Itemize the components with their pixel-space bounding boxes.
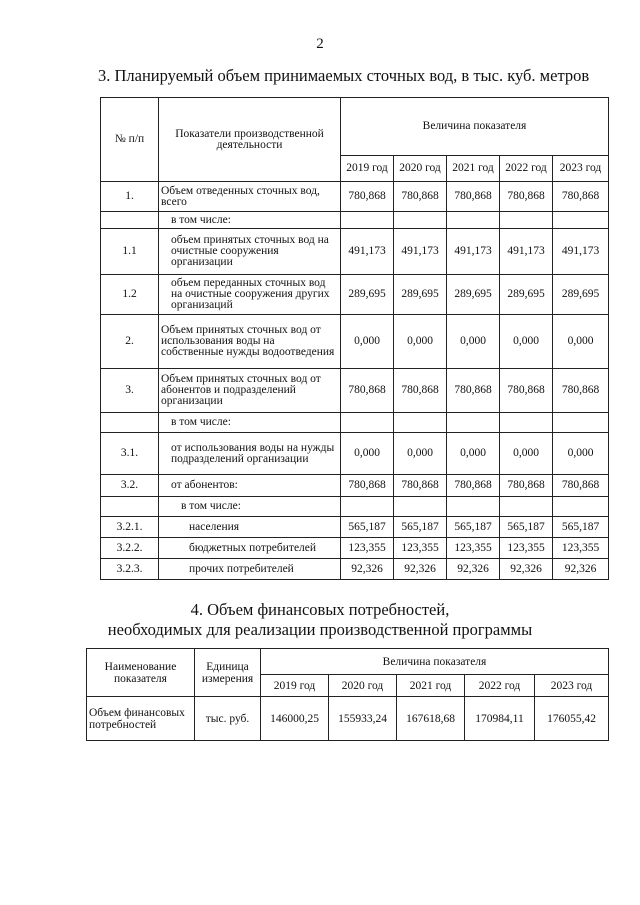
row-value: 289,695 (500, 275, 553, 315)
section-4-title-line2: необходимых для реализации производственной программы (107, 620, 533, 639)
table-row (101, 369, 609, 413)
row-label: Объем принятых сточных вод от использования воды на собственные нужды водоотведения (159, 315, 341, 369)
row-value (447, 413, 500, 433)
row-value: 780,868 (447, 182, 500, 212)
row-value: 780,868 (394, 182, 447, 212)
row-value (341, 413, 394, 433)
section-4-title (0, 600, 640, 640)
row-value: 155933,24 (329, 697, 397, 741)
row-value: 565,187 (341, 517, 394, 538)
row-label: населения (159, 517, 341, 538)
page-number: 2 (316, 36, 324, 52)
row-value (447, 212, 500, 229)
row-value: 0,000 (500, 315, 553, 369)
row-num: 3.2. (101, 475, 159, 497)
row-value: 0,000 (447, 315, 500, 369)
row-value: 780,868 (500, 475, 553, 497)
row-value: 0,000 (553, 315, 609, 369)
row-value (500, 497, 553, 517)
header-num: № п/п (101, 98, 159, 182)
header-value-group: Величина показателя (341, 98, 609, 156)
row-num: 3.2.2. (101, 538, 159, 559)
header-year: 2023 год (535, 675, 609, 697)
header-value-group: Величина показателя (261, 649, 609, 675)
row-value: 289,695 (341, 275, 394, 315)
row-label: бюджетных потребителей (159, 538, 341, 559)
row-value (447, 497, 500, 517)
row-value (553, 413, 609, 433)
table-row (101, 559, 609, 580)
row-label: в том числе: (159, 212, 341, 229)
row-num (101, 497, 159, 517)
row-label: Объем отведенных сточных вод, всего (159, 182, 341, 212)
row-value: 289,695 (553, 275, 609, 315)
table-row (101, 413, 609, 433)
row-label: Объем принятых сточных вод от абонентов и подразделений организации (159, 369, 341, 413)
row-value: 123,355 (500, 538, 553, 559)
row-value: 289,695 (394, 275, 447, 315)
table-row (101, 475, 609, 497)
row-label: в том числе: (159, 413, 341, 433)
table-row (101, 433, 609, 475)
header-year: 2021 год (447, 156, 500, 182)
section-4-title-line1: 4. Объем финансовых потребностей, (190, 600, 450, 619)
row-value: 123,355 (394, 538, 447, 559)
table-row (101, 229, 609, 275)
row-value: 491,173 (394, 229, 447, 275)
row-label: прочих потребителей (159, 559, 341, 580)
row-value: 123,355 (553, 538, 609, 559)
row-value: 0,000 (553, 433, 609, 475)
header-year: 2019 год (261, 675, 329, 697)
row-value: 491,173 (553, 229, 609, 275)
row-value (394, 497, 447, 517)
row-value: 780,868 (447, 475, 500, 497)
row-value (500, 212, 553, 229)
row-label: от использования воды на нужды подразделений организации (159, 433, 341, 475)
row-label: объем переданных сточных вод на очистные сооружения других организаций (159, 275, 341, 315)
row-label: объем принятых сточных вод на очистные сооружения организации (159, 229, 341, 275)
row-value: 92,326 (447, 559, 500, 580)
row-value (341, 212, 394, 229)
row-value (553, 497, 609, 517)
row-value: 565,187 (553, 517, 609, 538)
row-value (500, 413, 553, 433)
row-value: 565,187 (500, 517, 553, 538)
table-row (101, 315, 609, 369)
row-num: 1. (101, 182, 159, 212)
table-row (101, 497, 609, 517)
header-unit: Единица измерения (195, 649, 261, 697)
row-value: 92,326 (500, 559, 553, 580)
header-year: 2022 год (500, 156, 553, 182)
table-row (101, 182, 609, 212)
row-value: 92,326 (394, 559, 447, 580)
table-row (87, 697, 609, 741)
row-num (101, 212, 159, 229)
row-value: 167618,68 (397, 697, 465, 741)
row-value: 0,000 (447, 433, 500, 475)
row-num: 1.1 (101, 229, 159, 275)
row-value: 565,187 (447, 517, 500, 538)
header-name: Наименование показателя (87, 649, 195, 697)
table-row (101, 212, 609, 229)
row-value: 780,868 (500, 182, 553, 212)
row-num: 3. (101, 369, 159, 413)
table-row (101, 538, 609, 559)
row-num: 3.2.1. (101, 517, 159, 538)
row-value: 123,355 (447, 538, 500, 559)
row-value: 780,868 (394, 369, 447, 413)
financial-needs-table (86, 648, 609, 741)
section-3-title: 3. Планируемый объем принимаемых сточных вод, в тыс. куб. метров (98, 66, 590, 85)
row-value: 780,868 (500, 369, 553, 413)
row-value: 491,173 (447, 229, 500, 275)
header-year: 2023 год (553, 156, 609, 182)
header-year: 2022 год (465, 675, 535, 697)
row-value: 0,000 (394, 315, 447, 369)
row-value: 780,868 (341, 182, 394, 212)
row-value: 780,868 (553, 182, 609, 212)
row-value: 123,355 (341, 538, 394, 559)
row-value: 289,695 (447, 275, 500, 315)
row-value: 780,868 (553, 369, 609, 413)
row-name: Объем финансовых потребностей (87, 697, 195, 741)
row-value: 780,868 (394, 475, 447, 497)
row-value: 92,326 (553, 559, 609, 580)
row-value: 780,868 (447, 369, 500, 413)
row-value (394, 212, 447, 229)
header-year: 2019 год (341, 156, 394, 182)
table-row (101, 517, 609, 538)
row-num: 1.2 (101, 275, 159, 315)
row-value: 491,173 (341, 229, 394, 275)
table-row (101, 275, 609, 315)
row-value: 92,326 (341, 559, 394, 580)
row-value: 780,868 (553, 475, 609, 497)
header-indicator: Показатели производственной деятельности (159, 98, 341, 182)
row-num: 3.2.3. (101, 559, 159, 580)
row-value: 780,868 (341, 475, 394, 497)
row-value: 170984,11 (465, 697, 535, 741)
row-value: 0,000 (500, 433, 553, 475)
wastewater-volume-table (100, 97, 609, 580)
row-value: 0,000 (341, 315, 394, 369)
row-label: в том числе: (159, 497, 341, 517)
row-value (553, 212, 609, 229)
row-value (341, 497, 394, 517)
row-value: 0,000 (341, 433, 394, 475)
header-year: 2021 год (397, 675, 465, 697)
row-value: 146000,25 (261, 697, 329, 741)
row-value: 491,173 (500, 229, 553, 275)
row-value (394, 413, 447, 433)
row-value: 0,000 (394, 433, 447, 475)
row-num (101, 413, 159, 433)
row-label: от абонентов: (159, 475, 341, 497)
row-num: 2. (101, 315, 159, 369)
row-value: 565,187 (394, 517, 447, 538)
header-year: 2020 год (329, 675, 397, 697)
row-value: 780,868 (341, 369, 394, 413)
header-year: 2020 год (394, 156, 447, 182)
row-value: 176055,42 (535, 697, 609, 741)
row-num: 3.1. (101, 433, 159, 475)
row-unit: тыс. руб. (195, 697, 261, 741)
